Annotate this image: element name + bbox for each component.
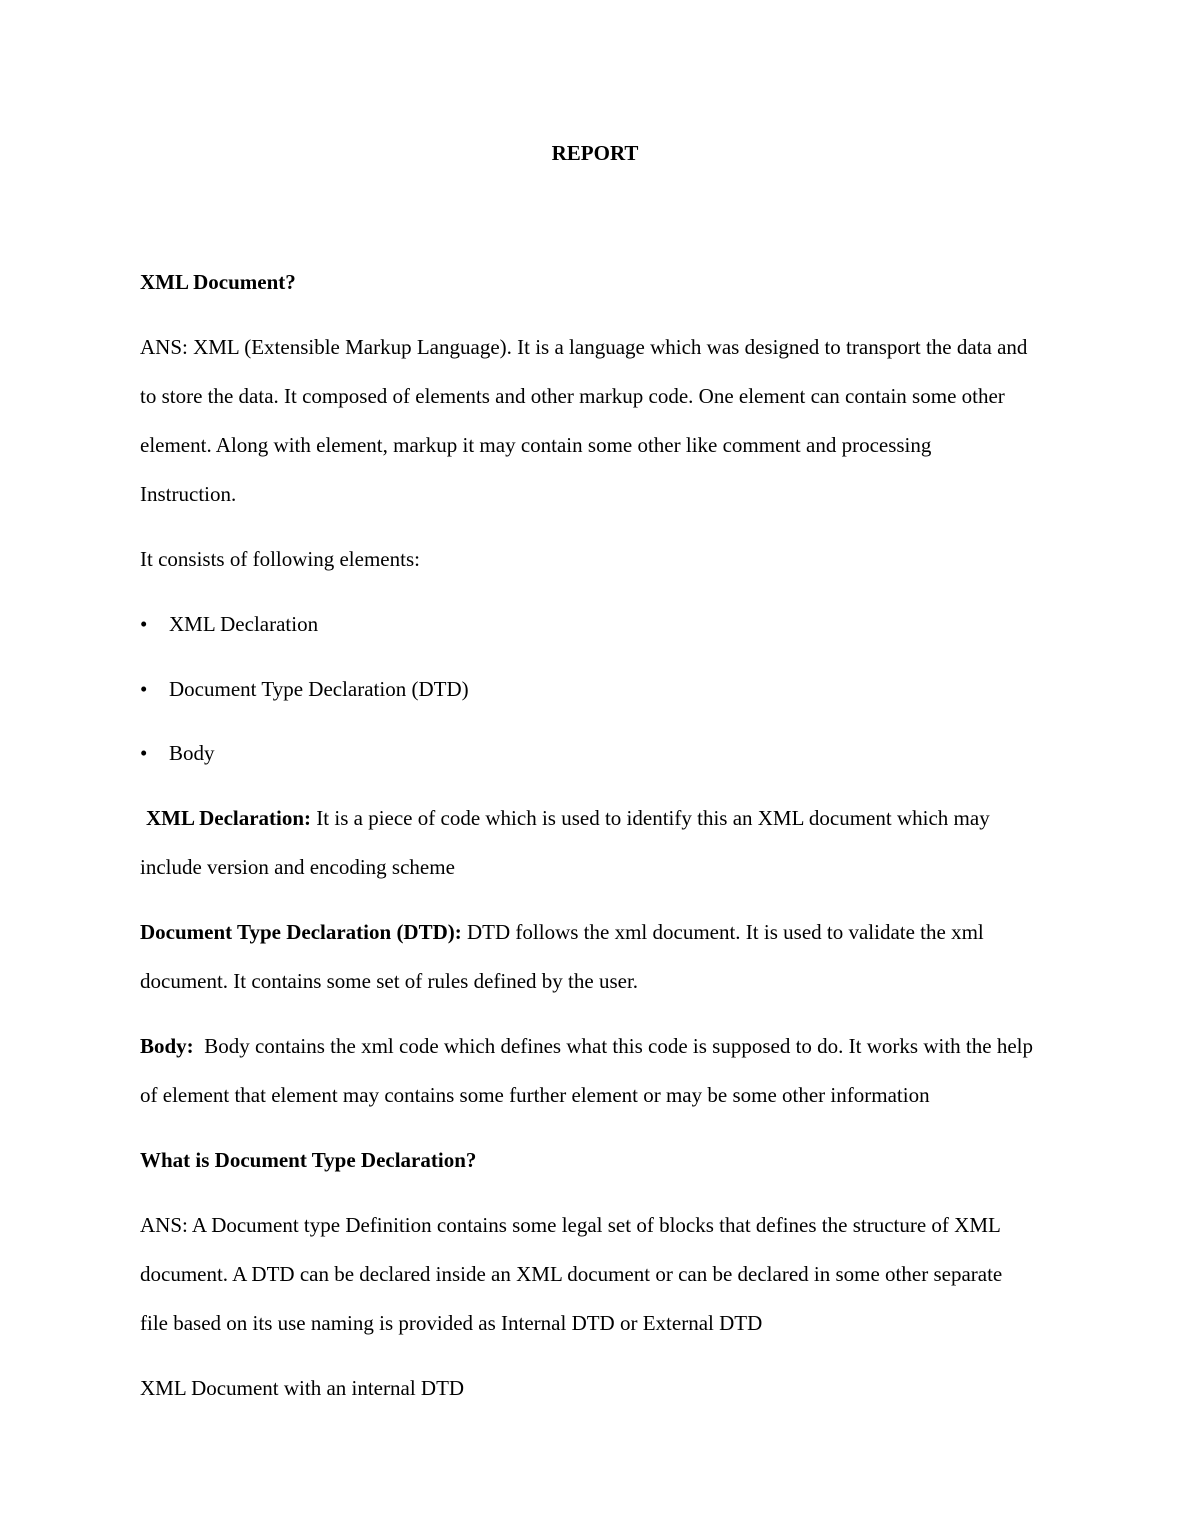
paragraph-line: file based on its use naming is provided as Internal DTD or External DTD (140, 1311, 763, 1335)
elements-intro: It consists of following elements: (140, 547, 420, 571)
list-item (140, 676, 469, 702)
bullet-dot: • (140, 741, 148, 765)
list-item (140, 740, 215, 766)
list-item-label: Body (169, 741, 215, 765)
paragraph-line: ANS: A Document type Definition contains some legal set of blocks that defines the structure of XML (140, 1213, 1001, 1237)
report-title: REPORT (551, 141, 639, 165)
section-heading-xml-document: XML Document? (140, 270, 296, 294)
term-label: Document Type Declaration (DTD): (140, 920, 462, 944)
paragraph-line: element. Along with element, markup it may contain some other like comment and processing (140, 433, 932, 457)
term-label: XML Declaration: (146, 806, 312, 830)
paragraph-line: Instruction. (140, 482, 237, 506)
paragraph-line: ANS: XML (Extensible Markup Language). It is a language which was designed to transport the data and (140, 335, 1028, 359)
bullet-dot: • (140, 677, 148, 701)
paragraph-line: document. A DTD can be declared inside an XML document or can be declared in some other separate (140, 1262, 1003, 1286)
term-description: It is a piece of code which is used to identify this an XML document which may (316, 806, 990, 830)
term-description: DTD follows the xml document. It is used to validate the xml (467, 920, 984, 944)
paragraph-line (140, 919, 984, 945)
bullet-dot: • (140, 612, 148, 636)
list-item (140, 611, 318, 637)
term-label: Body: (140, 1034, 194, 1058)
paragraph-line: to store the data. It composed of elements and other markup code. One element can contain some other (140, 384, 1005, 408)
list-item-label: Document Type Declaration (DTD) (169, 677, 469, 701)
paragraph-line (140, 1033, 1033, 1059)
paragraph-line: include version and encoding scheme (140, 855, 455, 879)
list-item-label: XML Declaration (169, 612, 319, 636)
internal-dtd-subheading: XML Document with an internal DTD (140, 1376, 465, 1400)
term-description: Body contains the xml code which defines what this code is supposed to do. It works with the help (204, 1034, 1033, 1058)
paragraph-line: document. It contains some set of rules defined by the user. (140, 969, 639, 993)
section-heading-dtd: What is Document Type Declaration? (140, 1148, 477, 1172)
paragraph-line (146, 805, 990, 831)
paragraph-line: of element that element may contains some further element or may be some other information (140, 1083, 930, 1107)
